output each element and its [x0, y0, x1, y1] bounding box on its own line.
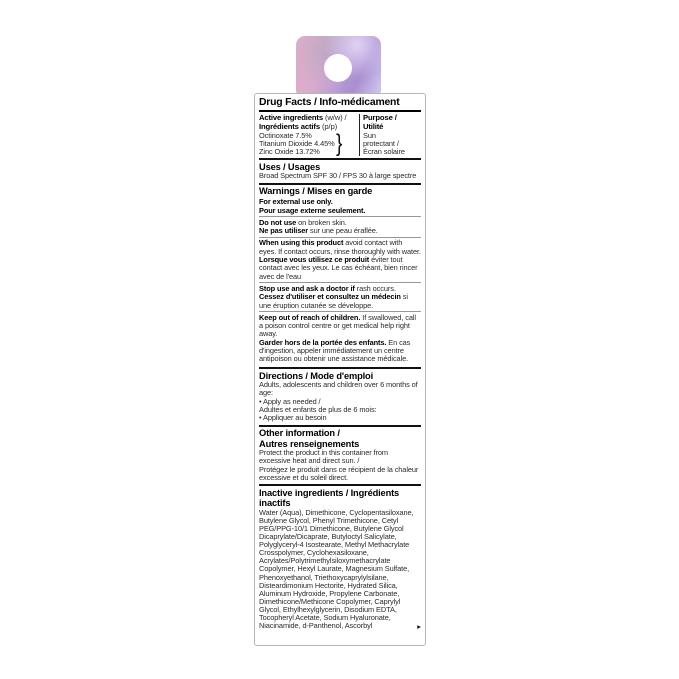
inactive-heading-line-2: inactifs — [259, 498, 291, 509]
purpose-line-2: protectant / — [363, 138, 399, 148]
ingredient-zinc-oxide: Zinc Oxide 13.72% — [259, 147, 320, 157]
section-warnings — [259, 183, 421, 367]
directions-line: • Apply as needed / — [259, 396, 321, 406]
hang-tab — [296, 36, 381, 94]
warning-statement-fr: Cessez d'utiliser et consultez un médecin si une éruption cutanée se développe. — [259, 292, 408, 310]
other-info-heading-fr: Autres renseignements — [259, 438, 360, 449]
hang-tab-hole — [324, 54, 352, 82]
section-inactive-ingredients — [259, 484, 421, 632]
warning-statement-en: Stop use and ask a doctor if rash occurs. — [259, 283, 396, 293]
active-ingredients-heading-en: Active ingredients (w/w) / — [259, 113, 347, 122]
purpose-line-3: Écran solaire — [363, 147, 405, 157]
directions-heading: Directions / Mode d'emploi — [259, 370, 374, 381]
directions-line: Adultes et enfants de plus de 6 mois: — [259, 405, 377, 415]
warning-statement-fr: Lorsque vous utilisez ce produit éviter tout contact avec les yeux. Le cas échéant, bien rincer avec de l'eau — [259, 255, 418, 281]
active-ingredients-column — [259, 114, 359, 156]
ingredient-titanium-dioxide: Titanium Dioxide 4.45% — [259, 138, 335, 148]
warning-statement-en: For external use only. — [259, 197, 333, 207]
drug-facts-title: Drug Facts / Info-médicament — [259, 95, 421, 112]
section-other-information — [259, 425, 421, 485]
warning-statement-en: Keep out of reach of children. If swallowed, call a poison control centre or get medical help right away. — [259, 312, 416, 339]
warning-stop-use — [259, 282, 421, 311]
inactive-heading-line-1: Inactive ingredients / Ingrédients — [259, 487, 400, 498]
active-ingredients-list-row — [259, 132, 357, 157]
text-continues-arrow-icon: ▸ — [417, 622, 421, 632]
section-uses — [259, 158, 421, 182]
directions-line: Adults, adolescents and children over 6 months of age: — [259, 380, 418, 398]
warning-statement-fr: Ne pas utiliser sur une peau éraflée. — [259, 226, 378, 236]
purpose-heading-en: Purpose / — [363, 113, 397, 122]
warning-statement-en: When using this product avoid contact with eyes. If contact occurs, rinse thoroughly with water. — [259, 238, 421, 256]
inactive-ingredients-list: Water (Aqua), Dimethicone, Cyclopentasiloxane, Butylene Glycol, Phenyl Trimethicone, Cetyl PEG/PPG-10/1 Dimethicone, Butylene Glycol Dicaprylate/Dicaprate, Butyloctyl Salicylate, Polyglyceryl-4 Isostearate, Methyl Methacrylate Crosspolymer, Cyclohexasiloxane, Acrylates/Polytrimethylsiloxymethacrylate Copolymer, Hexyl Laurate, Magnesium Sulfate, Phenoxyethanol, Triethoxycaprylylsilane, Disteardimonium Hectorite, Hydrated Silica, Aluminum Hydroxide, Propylene Carbonate, Dimethicone/Methicone Copolymer, Caprylyl Glycol, Ethylhexylglycerin, Disodium EDTA, Tocopheryl Acetate, Sodium Hyaluronate, Niacinamide, d-Panthenol, Ascorbyl — [259, 507, 414, 631]
warnings-heading: Warnings / Mises en garde — [259, 186, 373, 197]
brace-glyph: } — [335, 130, 342, 158]
other-info-line-fr: Protégez le produit dans ce récipient de la chaleur excessive et du soleil direct. — [259, 464, 419, 482]
purpose-heading-fr: Utilité — [363, 121, 384, 131]
warning-do-not-use — [259, 216, 421, 237]
purpose-line-1: Sun — [363, 130, 376, 140]
uses-heading: Uses / Usages — [259, 161, 321, 172]
section-active-ingredients — [259, 112, 421, 158]
warning-statement-fr: Garder hors de la portée des enfants. En cas d'ingestion, appeler immédiatement un centre antipoison ou obtenir une assistance médicale. — [259, 337, 411, 364]
ingredient-octinoxate: Octinoxate 7.5% — [259, 130, 312, 140]
drug-facts-panel — [254, 93, 426, 646]
uses-body: Broad Spectrum SPF 30 / FPS 30 à large spectre — [259, 171, 417, 181]
directions-line: • Appliquer au besoin — [259, 413, 327, 423]
purpose-column — [359, 114, 421, 156]
warning-keep-out-of-reach — [259, 311, 421, 365]
active-ingredients-heading-fr: Ingrédients actifs (p/p) — [259, 121, 337, 131]
section-directions — [259, 367, 421, 424]
other-info-heading-en: Other information / — [259, 428, 340, 439]
warning-external-use — [259, 197, 421, 217]
warning-when-using — [259, 237, 421, 282]
warning-statement-fr: Pour usage externe seulement. — [259, 205, 366, 215]
other-info-line-en: Protect the product in this container from excessive heat and direct sun. / — [259, 448, 388, 466]
warning-statement-en: Do not use on broken skin. — [259, 217, 347, 227]
